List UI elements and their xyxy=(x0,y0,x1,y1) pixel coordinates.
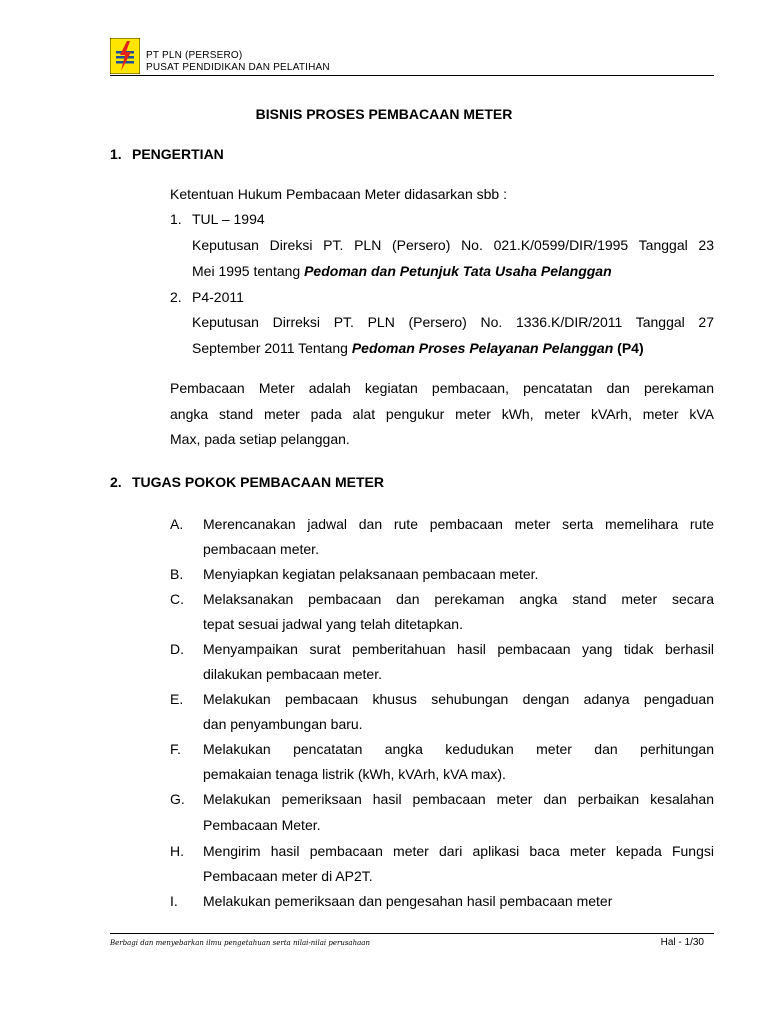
list-item-text: Pembacaan meter di AP2T. xyxy=(203,868,373,884)
definition-text: Max, pada setiap pelanggan. xyxy=(170,431,350,447)
list-item-text: dan penyambungan baru. xyxy=(203,716,363,732)
list-item-text: Melakukan pemeriksaan dan pengesahan hasil pembacaan meter xyxy=(203,893,613,909)
list-item-letter: F. xyxy=(170,741,181,757)
list-item-text: Menyampaikan surat pemberitahuan hasil pembacaan yang tidak berhasil xyxy=(203,641,714,657)
section-2-heading: 2. TUGAS POKOK PEMBACAAN METER xyxy=(110,474,385,490)
list-item-text: Melaksanakan pembacaan dan perekaman angka stand meter secara xyxy=(203,591,714,607)
footer-divider xyxy=(110,933,714,934)
list-item-text: Melakukan pemeriksaan hasil pembacaan meter dan perbaikan kesalahan xyxy=(203,791,714,807)
decree-text: Keputusan Dirreksi PT. PLN (Persero) No. 1336.K/DIR/2011 Tanggal 27 xyxy=(192,314,714,330)
list-item-text: Menyiapkan kegiatan pelaksanaan pembacaan meter. xyxy=(203,566,539,582)
list-item-text: pemakaian tenaga listrik (kWh, kVArh, kVA max). xyxy=(203,766,506,782)
page-number: Hal - 1/30 xyxy=(660,937,704,948)
document-title: BISNIS PROSES PEMBACAAN METER xyxy=(255,106,513,122)
company-name: PT PLN (PERSERO) xyxy=(146,50,243,61)
list-item-text: tepat sesuai jadwal yang telah ditetapkan. xyxy=(203,616,463,632)
footer-motto: Berbagi dan menyebarkan ilmu pengetahuan serta nilai-nilai perusahaan xyxy=(110,939,370,947)
list-item-letter: I. xyxy=(170,893,178,909)
list-item-letter: G. xyxy=(170,791,185,807)
decree-title: Pedoman dan Petunjuk Tata Usaha Pelanggan xyxy=(304,263,612,279)
item-label: TUL – 1994 xyxy=(192,211,265,227)
list-item-letter: E. xyxy=(170,691,184,707)
definition-text: Pembacaan Meter adalah kegiatan pembacaan, pencatatan dan perekaman xyxy=(170,380,714,396)
list-item-letter: H. xyxy=(170,843,184,859)
list-item-text: dilakukan pembacaan meter. xyxy=(203,666,382,682)
list-item-text: pembacaan meter. xyxy=(203,541,319,557)
list-item-text: Melakukan pencatatan angka kedudukan meter dan perhitungan xyxy=(203,741,714,757)
decree-text: Mei 1995 tentang Pedoman dan Petunjuk Tata Usaha Pelanggan xyxy=(192,263,612,279)
pln-logo-icon xyxy=(110,38,140,74)
list-item-letter: D. xyxy=(170,641,184,657)
decree-text: September 2011 Tentang Pedoman Proses Pelayanan Pelanggan (P4) xyxy=(192,340,644,356)
list-item-text: Mengirim hasil pembacaan meter dari aplikasi baca meter kepada Fungsi xyxy=(203,843,714,859)
list-item-letter: C. xyxy=(170,591,184,607)
item-label: P4-2011 xyxy=(192,289,244,305)
decree-title: Pedoman Proses Pelayanan Pelanggan xyxy=(351,340,614,356)
item-number: 1. xyxy=(170,211,182,227)
definition-text: angka stand meter pada alat pengukur meter kWh, meter kVArh, meter kVA xyxy=(170,406,714,422)
list-item-text: Pembacaan Meter. xyxy=(203,817,321,833)
header-divider xyxy=(110,75,714,76)
item-number: 2. xyxy=(170,289,182,305)
list-item-letter: B. xyxy=(170,566,184,582)
decree-text: Keputusan Direksi PT. PLN (Persero) No. 021.K/0599/DIR/1995 Tanggal 23 xyxy=(192,237,714,253)
list-item-text: Merencanakan jadwal dan rute pembacaan meter serta memelihara rute xyxy=(203,516,714,532)
company-unit: PUSAT PENDIDIKAN DAN PELATIHAN xyxy=(146,62,330,73)
section-1-heading: 1. PENGERTIAN xyxy=(110,146,224,162)
legal-basis-intro: Ketentuan Hukum Pembacaan Meter didasarkan sbb : xyxy=(170,186,507,202)
list-item-letter: A. xyxy=(170,516,184,532)
list-item-text: Melakukan pembacaan khusus sehubungan dengan adanya pengaduan xyxy=(203,691,714,707)
